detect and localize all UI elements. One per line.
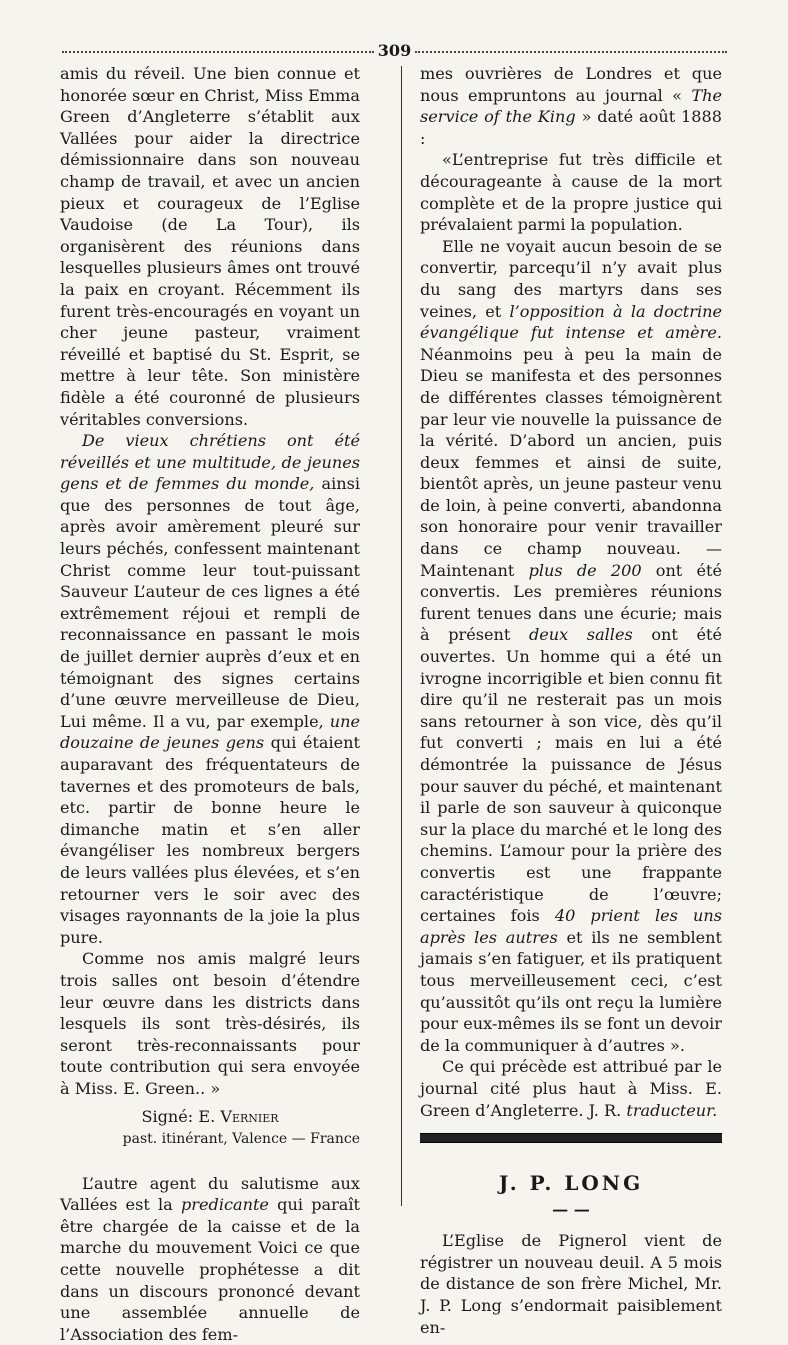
paragraph: Comme nos amis malgré leurs trois salles ont besoin d’étendre leur œuvre dans les districts dans lesquels ils sont très-désirés, ils seront très-reconnaissants pour toute contribution qui sera envoyée à Miss. E. Green.. » (60, 949, 360, 1098)
paragraph (420, 236, 722, 1057)
right-column (420, 63, 722, 1338)
header-dotted-rule-right (415, 51, 727, 53)
italic-text: 40 prient les uns après les autres (420, 906, 722, 947)
italic-text: deux salles (528, 625, 633, 645)
text-run: et ils ne semblent jamais s’en fatiguer, et ils pratiquent tous merveilleusement ceci, c’est qu’aussitôt qu’ils ont reçu la lumière pour eux-mêmes ils se font un devoir de la communiquer à d’autres ». (420, 927, 722, 1055)
left-column (60, 63, 360, 1345)
text-run: Elle ne voyait aucun besoin de se convertir, parcequ’il n’y avait plus du sang des martyrs dans ses veines, et (420, 236, 722, 321)
text-run: Ce qui précède est attribué par le journal cité plus haut à Miss. E. Green d’Angleterre. J. R. (420, 1057, 722, 1120)
paragraph: «L’entreprise fut très difficile et décourageante à cause de la mort complète et de la propre justice qui prévalaient parmi la population. (420, 150, 722, 235)
signature-name: Vernier (220, 1106, 279, 1126)
signature-label: Signé: E. (141, 1106, 221, 1126)
text-run: Néanmoins peu à peu la main de Dieu se manifesta et des personnes de différentes classes témoignèrent par leur vie nouvelle la puissance de la vérité. D’abord un ancien, puis deux femmes et ainsi de suite, bientôt après, un jeune pasteur venu de loin, à peine converti, abandonna son honoraire pour venir travailler dans ce champ nouveau. — Maintenant (420, 344, 722, 580)
paragraph (60, 1173, 360, 1345)
page-number: 309 (377, 40, 412, 60)
italic-text: The service of the King (420, 85, 722, 127)
ornamental-rule (420, 1133, 722, 1143)
text-run: » daté août 1888 : (420, 107, 722, 148)
text-run: ainsi que des personnes de tout âge, après avoir amèrement pleuré sur leurs péchés, confessent maintenant Christ comme leur tout-puissant Sauveur L’auteur de ces lignes a été extrêmement réjoui et rempli de reconnaissance en passant le mois de juillet dernier auprès d’eux et en témoignant des signes certains d’une œuvre merveilleuse de Dieu, Lui même. Il a vu, par exemple, (60, 474, 360, 731)
page-header (62, 40, 727, 60)
text-run: qui paraît être chargée de la caisse et de la marche du mouvement Voici ce que cette nouvelle prophétesse a dit dans un discours prononcé devant une assemblée annuelle de l’Association des fem- (60, 1195, 360, 1344)
text-run: ont été convertis. Les premières réunions furent tenues dans une écurie; mais à présent (420, 560, 722, 645)
italic-text: predicante (181, 1195, 269, 1215)
text-run: L’autre agent du salutisme aux Vallées est la (60, 1173, 360, 1215)
paragraph: amis du réveil. Une bien connue et honorée sœur en Christ, Miss Emma Green d’Angleterre s’établit aux Vallées pour aider la directrice démissionnaire dans son nouveau champ de travail, et avec un ancien pieux et courageux de l’Eglise Vaudoise (de La Tour), ils organisèrent des réunions dans lesquelles plusieurs âmes ont trouvé la paix en croyant. Récemment ils furent très-encouragés en voyant un cher jeune pasteur, vraiment réveillé et baptisé du St. Esprit, se mettre à leur tête. Son ministère fidèle a été couronné de plusieurs véritables conversions. (60, 64, 360, 429)
section-heading: J. P. LONG (498, 1171, 644, 1196)
text-run: mes ouvrières de Londres et que nous empruntons au journal « (420, 64, 722, 105)
italic-text: De vieux chrétiens ont été réveillés et une multitude, de jeunes gens et de femmes du monde, (60, 431, 360, 494)
italic-text: traducteur. (626, 1100, 718, 1120)
spacer (60, 1151, 360, 1173)
paragraph (420, 63, 722, 149)
text-run: qui étaient auparavant des fréquentateurs de tavernes et des promoteurs de bals, etc. partir de bonne heure le dimanche matin et s’en aller évangéliser les nombreux bergers de leurs vallées plus élevées, et s’en retourner vers le soir avec des visages rayonnants de la joie la plus pure. (60, 733, 361, 947)
italic-text: plus de 200 (528, 560, 642, 580)
paragraph (60, 430, 360, 948)
header-dotted-rule-left (62, 51, 374, 53)
column-divider (401, 66, 402, 1206)
signature-detail: past. itinérant, Valence — France (122, 1131, 360, 1148)
text-run: ont été ouvertes. Un homme qui a été un ivrogne incorrigible et bien connu fit dire qu’il ne resterait pas un mois sans retourner à son vice, dès qu’il fut converti ; mais en lui a été démontrée la puissance de Jésus pour sauver du péché, et maintenant il parle de son sauveur à quiconque sur la place du marché et le long des chemins. L’amour pour la prière des convertis est une frappante caractéristique de l’œuvre; certaines fois (420, 625, 722, 926)
paragraph (420, 1056, 722, 1121)
paragraph: L’Eglise de Pignerol vient de régistrer un nouveau deuil. A 5 mois de distance de son frère Michel, Mr. J. P. Long s’endormait paisiblement en- (420, 1231, 722, 1337)
italic-text: l’opposition à la doctrine évangélique fut intense et amère. (420, 301, 722, 343)
italic-text: une douzaine de jeunes gens (60, 711, 360, 753)
heading-dash: — — (552, 1199, 590, 1219)
signature-line (60, 1106, 360, 1128)
